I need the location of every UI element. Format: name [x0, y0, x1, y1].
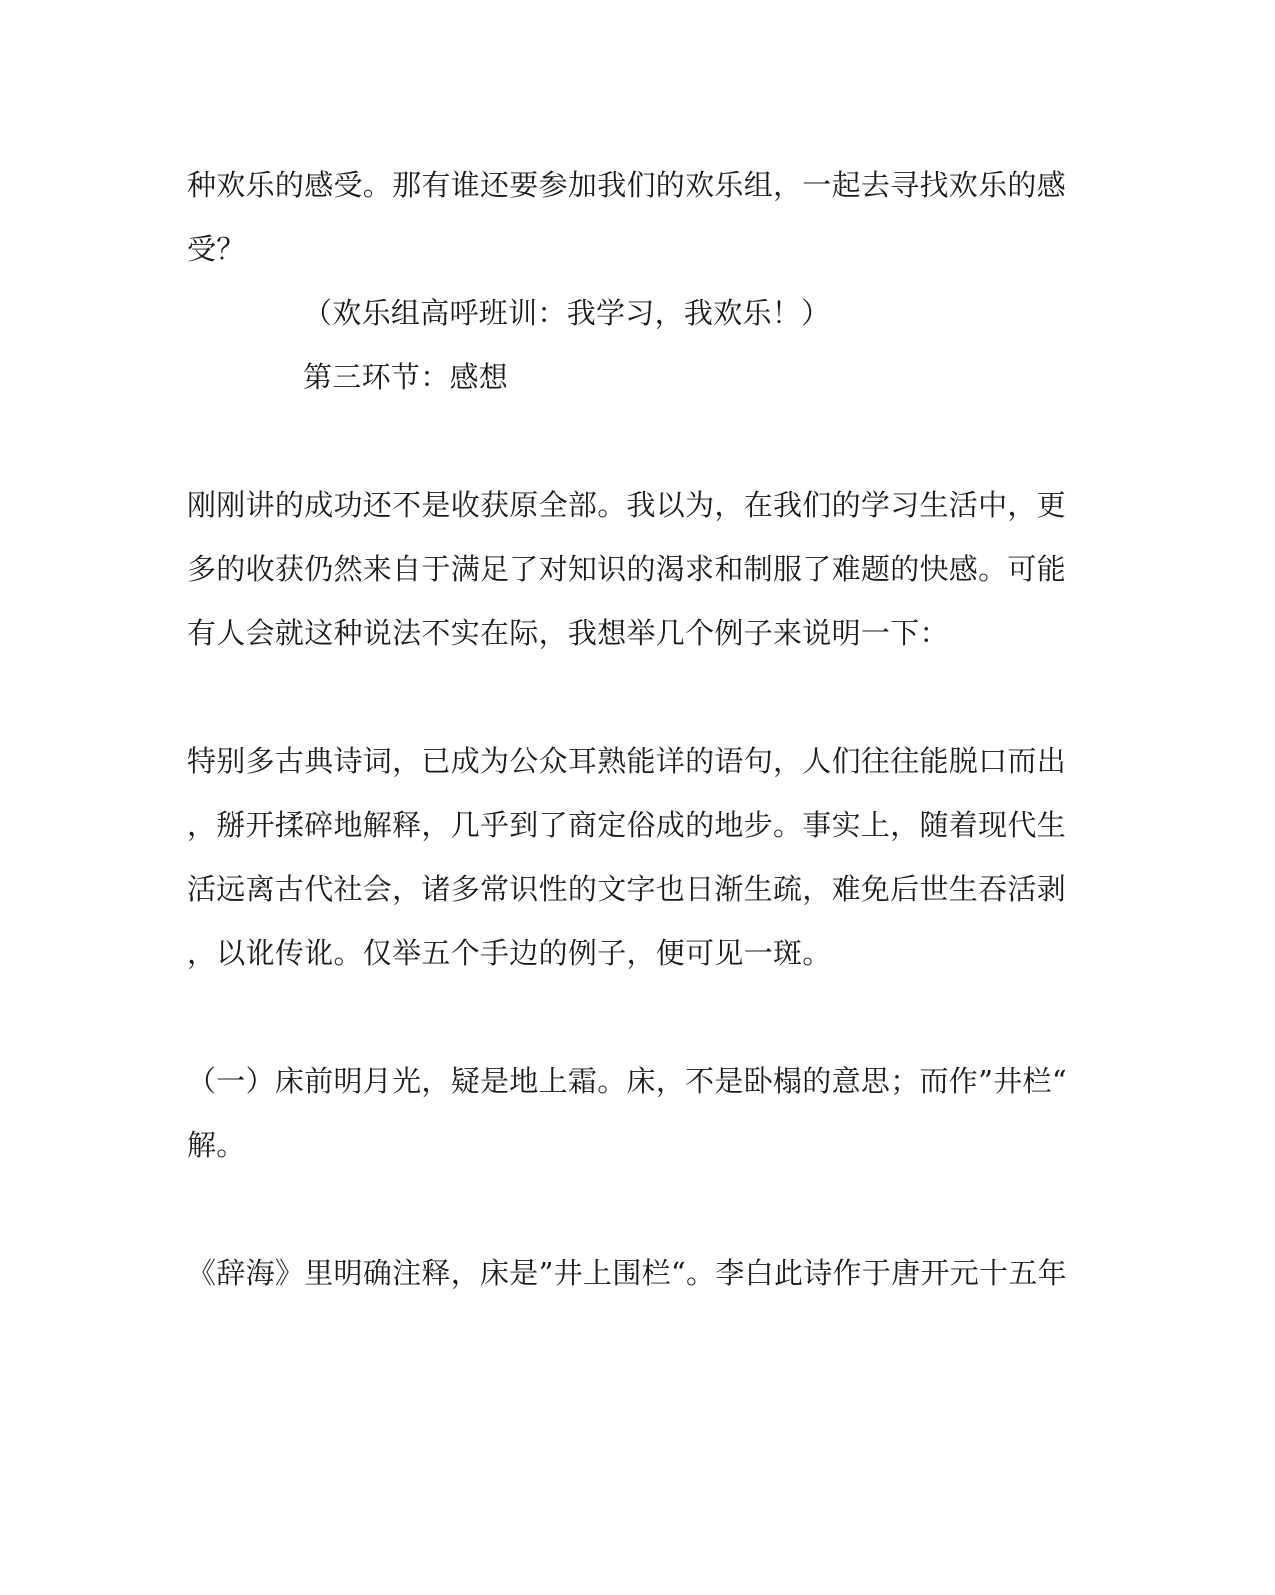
text-line: 受？ — [187, 232, 246, 266]
text-line: 刚刚讲的成功还不是收获原全部。我以为，在我们的学习生活中，更 — [187, 488, 1067, 522]
text-line: ，掰开揉碎地解释，几乎到了商定俗成的地步。事实上，随着现代生 — [187, 808, 1067, 842]
text-line-centered-slogan: （欢乐组高呼班训：我学习，我欢乐！） — [303, 296, 831, 330]
text-line: 种欢乐的感受。那有谁还要参加我们的欢乐组，一起去寻找欢乐的感 — [187, 168, 1067, 202]
text-line: ，以讹传讹。仅举五个手边的例子，便可见一斑。 — [187, 936, 832, 970]
text-line: 多的收获仍然来自于满足了对知识的渴求和制服了难题的快感。可能 — [187, 552, 1067, 586]
text-line: 特别多古典诗词，已成为公众耳熟能详的语句，人们往往能脱口而出 — [187, 744, 1067, 778]
text-line: 解。 — [187, 1128, 246, 1162]
text-line: 活远离古代社会，诸多常识性的文字也日渐生疏，难免后世生吞活剥 — [187, 872, 1067, 906]
text-line: 有人会就这种说法不实在际，我想举几个例子来说明一下： — [187, 616, 949, 650]
text-line: （一）床前明月光，疑是地上霜。床，不是卧榻的意思；而作”井栏“ — [187, 1064, 1067, 1098]
text-line: 《辞海》里明确注释，床是”井上围栏“。李白此诗作于唐开元十五年 — [187, 1256, 1067, 1290]
section-heading: 第三环节：感想 — [303, 360, 509, 394]
